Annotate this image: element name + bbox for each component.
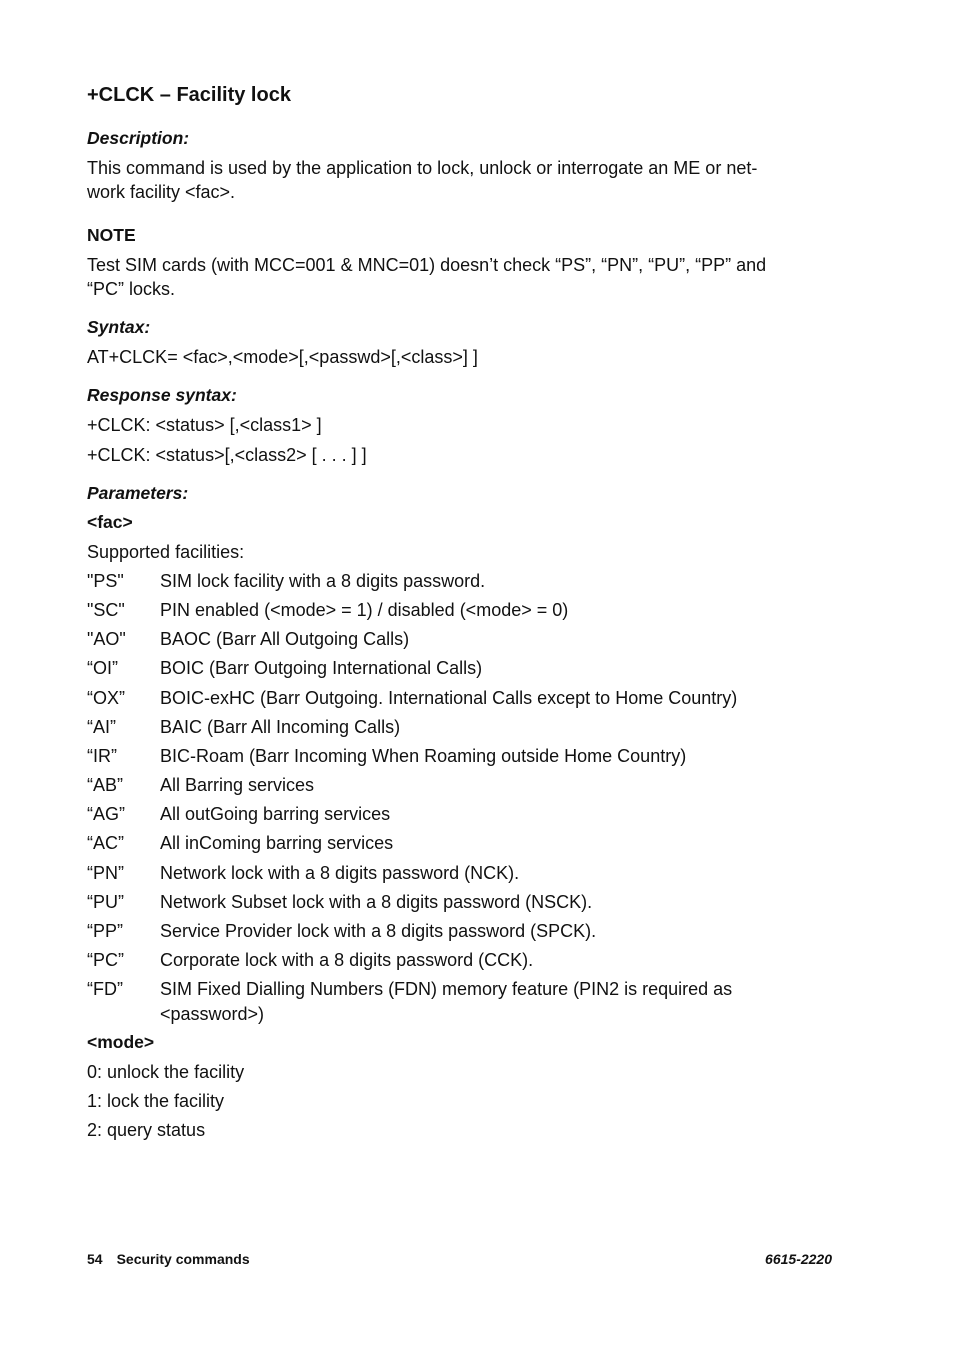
response-syntax-label: Response syntax: bbox=[87, 385, 237, 405]
footer-section: Security commands bbox=[116, 1251, 250, 1267]
mode-item: 0: unlock the facility bbox=[87, 1062, 245, 1082]
note-label: NOTE bbox=[87, 225, 136, 245]
fac-parameter-label: <fac> bbox=[87, 512, 133, 532]
fac-code: "SC" bbox=[87, 600, 125, 620]
description-line-2: work facility <fac>. bbox=[87, 182, 236, 202]
fac-code: “AI” bbox=[87, 717, 116, 737]
page-title: +CLCK – Facility lock bbox=[87, 84, 291, 106]
fac-description: BAOC (Barr All Outgoing Calls) bbox=[160, 629, 410, 649]
page-footer bbox=[87, 1251, 832, 1267]
fac-description: Corporate lock with a 8 digits password (CCK). bbox=[160, 950, 534, 970]
fac-code: “AG” bbox=[87, 804, 125, 824]
mode-parameter-label: <mode> bbox=[87, 1032, 155, 1052]
fac-description: BAIC (Barr All Incoming Calls) bbox=[160, 717, 401, 737]
note-line-2: “PC” locks. bbox=[87, 279, 176, 299]
fac-code: “FD” bbox=[87, 979, 123, 999]
parameters-label: Parameters: bbox=[87, 483, 189, 503]
fac-code: "AO" bbox=[87, 629, 126, 649]
fac-code: “OI” bbox=[87, 658, 118, 678]
fac-description: SIM Fixed Dialling Numbers (FDN) memory feature (PIN2 is required as <password>) bbox=[160, 979, 733, 1024]
fac-code: “AB” bbox=[87, 775, 123, 795]
syntax-label: Syntax: bbox=[87, 317, 151, 337]
document-number: 6615-2220 bbox=[765, 1251, 832, 1267]
description-label: Description: bbox=[87, 128, 190, 148]
fac-code: “PC” bbox=[87, 950, 124, 970]
fac-description: Network lock with a 8 digits password (NCK). bbox=[160, 863, 520, 883]
fac-code: “PP” bbox=[87, 921, 123, 941]
fac-description: BIC-Roam (Barr Incoming When Roaming outside Home Country) bbox=[160, 746, 687, 766]
mode-item: 1: lock the facility bbox=[87, 1091, 225, 1111]
fac-description: All Barring services bbox=[160, 775, 315, 795]
page-number: 54 bbox=[87, 1251, 103, 1267]
fac-code: “PN” bbox=[87, 863, 124, 883]
fac-description: Service Provider lock with a 8 digits password (SPCK). bbox=[160, 921, 597, 941]
fac-intro: Supported facilities: bbox=[87, 542, 245, 562]
response-syntax-line-2: +CLCK: <status>[,<class2> [ . . . ] ] bbox=[87, 445, 367, 465]
fac-description: PIN enabled (<mode> = 1) / disabled (<mode> = 0) bbox=[160, 600, 569, 620]
fac-description: BOIC-exHC (Barr Outgoing. International Calls except to Home Country) bbox=[160, 688, 738, 708]
fac-code: “AC” bbox=[87, 833, 124, 853]
fac-description: All inComing barring services bbox=[160, 833, 394, 853]
fac-code: “PU” bbox=[87, 892, 124, 912]
fac-description: All outGoing barring services bbox=[160, 804, 391, 824]
fac-code: “IR” bbox=[87, 746, 117, 766]
fac-description: Network Subset lock with a 8 digits password (NSCK). bbox=[160, 892, 593, 912]
mode-item: 2: query status bbox=[87, 1120, 206, 1140]
fac-code: "PS" bbox=[87, 571, 124, 591]
description-line-1: This command is used by the application to lock, unlock or interrogate an ME or net- bbox=[87, 158, 758, 178]
fac-description: BOIC (Barr Outgoing International Calls) bbox=[160, 658, 483, 678]
note-line-1: Test SIM cards (with MCC=001 & MNC=01) doesn’t check “PS”, “PN”, “PU”, “PP” and bbox=[87, 255, 767, 275]
response-syntax-line-1: +CLCK: <status> [,<class1> ] bbox=[87, 415, 322, 435]
fac-code: “OX” bbox=[87, 688, 125, 708]
syntax-text: AT+CLCK= <fac>,<mode>[,<passwd>[,<class>] ] bbox=[87, 347, 478, 367]
fac-description: SIM lock facility with a 8 digits password. bbox=[160, 571, 486, 591]
